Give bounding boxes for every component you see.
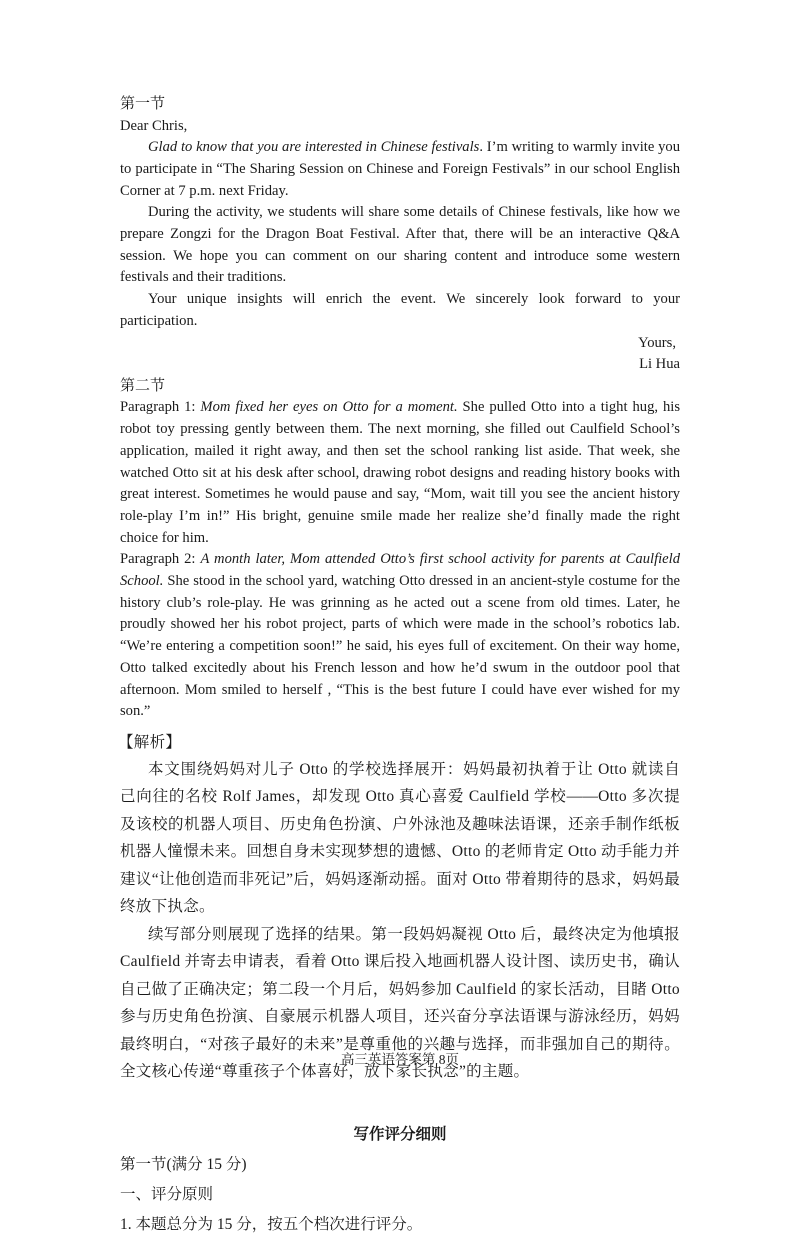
letter-paragraph-2: During the activity, we students will share some details of Chinese festivals, like how we prepare Zongzi for the Dragon Boat Festival. After that, there will be an interactive Q&A session. We hope you can comment on our sharing content and introduce some western festivals and their traditions. [120,204,680,286]
letter-paragraph-1-text: . I’m writing to warmly invite you to participate in “The Sharing Session on Chinese and Foreign Festivals” in our school English Corner at 7 p.m. next Friday. [120,139,680,199]
analysis-paragraph-1: 本文围绕妈妈对儿子 Otto 的学校选择展开：妈妈最初执着于让 Otto 就读自己向往的名校 Rolf James，却发现 Otto 真心喜爱 Caulfield 学校——Otto 多次提及该校的机器人项目、历史角色扮演、户外泳池及趣味法语课，还亲手制作纸板机器人憧憬未来。回想自身未实现梦想的遗憾、Otto 的老师肯定 Otto 动手能力并建议“让他创造而非死记”后，妈妈逐渐动摇。面对 Otto 带着期待的恳求，妈妈最终放下执念。 [120,760,680,916]
scoring-line-1: 第一节(满分 15 分) [120,1155,247,1173]
letter-closing: Yours, [638,334,676,351]
document-content [120,94,680,1240]
letter-paragraph-1 [120,137,680,202]
story-paragraph-2 [120,549,680,723]
scoring-line-2: 一、评分原则 [120,1185,214,1203]
scoring-line-3: 1. 本题总分为 15 分，按五个档次进行评分。 [120,1215,423,1233]
analysis-heading: 【解析】 [118,733,182,751]
story-paragraph-1-opening: Mom fixed her eyes on Otto for a moment. [200,399,458,416]
section1-heading: 第一节 [120,96,166,112]
story-paragraph-2-text: She stood in the school yard, watching Otto dressed in an ancient-style costume for the history club’s role-play. He was grinning as he acted out a scene from old times. Later, he proudly showed her his robot project, parts of which were made in the school’s robotics lab. “We’re entering a competition soon!” he said, his eyes full of excitement. On their way home, Otto talked excitedly about his French lesson and how he’d swum in the outdoor pool that afternoon. Mom smiled to herself , “This is the best future I could have ever wished for my son.” [120,573,680,720]
story-paragraph-1-text: She pulled Otto into a tight hug, his robot toy pressing gently between them. The next morning, she filled out Caulfield School’s application, mailed it right away, and then set the school ranking list aside. That week, she watched Otto sit at his desk after school, drawing robot designs and reading history books with great interest. Sometimes he would pause and say, “Mom, wait till you see the ancient history role-play I’m in!” His bright, genuine smile made her realize she’d finally made the right choice for him. [120,399,680,546]
letter-signature: Li Hua [639,356,680,373]
story-paragraph-2-label: Paragraph 2: [120,551,201,568]
story-paragraph-1 [120,397,680,549]
analysis-paragraph-2: 续写部分则展现了选择的结果。第一段妈妈凝视 Otto 后，最终决定为他填报 Caulfield 并寄去申请表，看着 Otto 课后投入地画机器人设计图、读历史书，确认自己做了正确决定；第二段一个月后，妈妈参加 Caulfield 的家长活动，目睹 Otto 参与历史角色扮演、自豪展示机器人项目，还兴奋分享法语课与游泳经历，妈妈最终明白，“对孩子最好的未来”是尊重他的兴趣与选择，而非强加自己的期待。全文核心传递“尊重孩子个体喜好，放下家长执念”的主题。 [120,925,680,1081]
section2-heading: 第二节 [120,377,166,394]
story-paragraph-2-opening: A month later, Mom attended Otto’s first school activity for parents at Caulfield School. [120,551,681,590]
letter-opening-italic: Glad to know that you are interested in Chinese festivals [148,139,480,156]
letter-paragraph-3: Your unique insights will enrich the event. We sincerely look forward to your participation. [120,291,680,329]
story-paragraph-1-label: Paragraph 1: [120,399,201,416]
salutation: Dear Chris, [120,117,188,134]
scoring-title: 写作评分细则 [353,1125,447,1143]
page-footer: 高三英语答案第 8页 [340,1052,460,1067]
